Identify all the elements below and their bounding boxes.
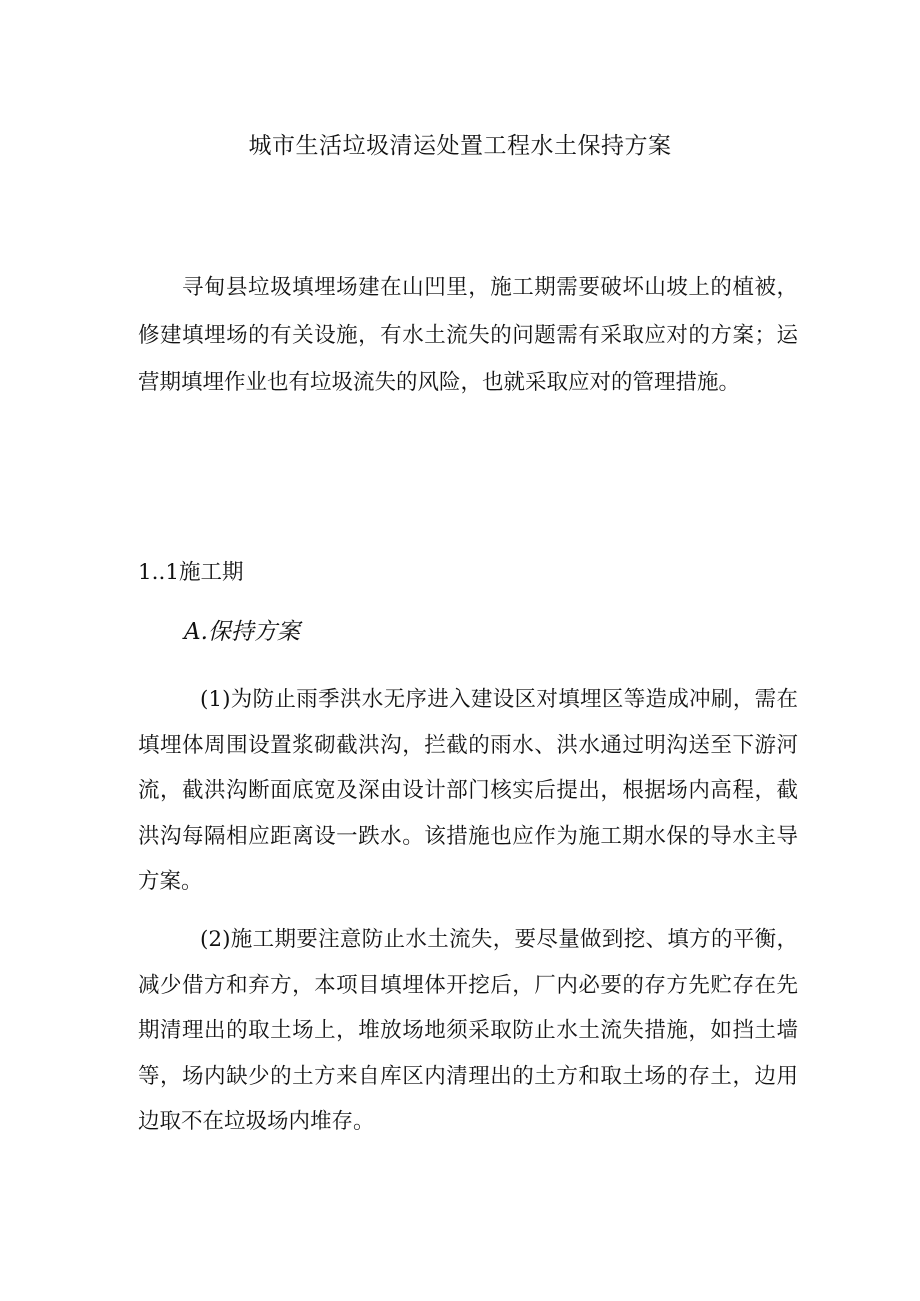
section-heading: 1..1施工期: [138, 560, 244, 585]
body-paragraph-2: (2)施工期要注意防止水土流失，要尽量做到挖、填方的平衡，减少借方和弃方，本项目填埋体开挖后，厂内必要的存方先贮存在先期清理出的取土场上，堆放场地须采取防止水土流失措施，如挡土墙等，场内缺少的土方来自库区内清理出的土方和取土场的存土，边用边取不在垃圾场内堆存。: [138, 927, 798, 1134]
body-paragraph-1: (1)为防止雨季洪水无序进入建设区对填埋区等造成冲刷，需在填埋体周围设置浆砌截洪沟，拦截的雨水、洪水通过明沟送至下游河流，截洪沟断面底宽及深由设计部门核实后提出，根据场内高程，截洪沟每隔相应距离设一跌水。该措施也应作为施工期水保的导水主导方案。: [138, 687, 798, 894]
document-title: 城市生活垃圾清运处置工程水土保持方案: [248, 133, 672, 159]
intro-paragraph: 寻甸县垃圾填埋场建在山凹里，施工期需要破坏山坡上的植被，修建填埋场的有关设施，有水土流失的问题需有采取应对的方案；运营期填埋作业也有垃圾流失的风险，也就采取应对的管理措施。: [138, 275, 798, 395]
subsection-heading: A.保持方案: [184, 619, 300, 645]
